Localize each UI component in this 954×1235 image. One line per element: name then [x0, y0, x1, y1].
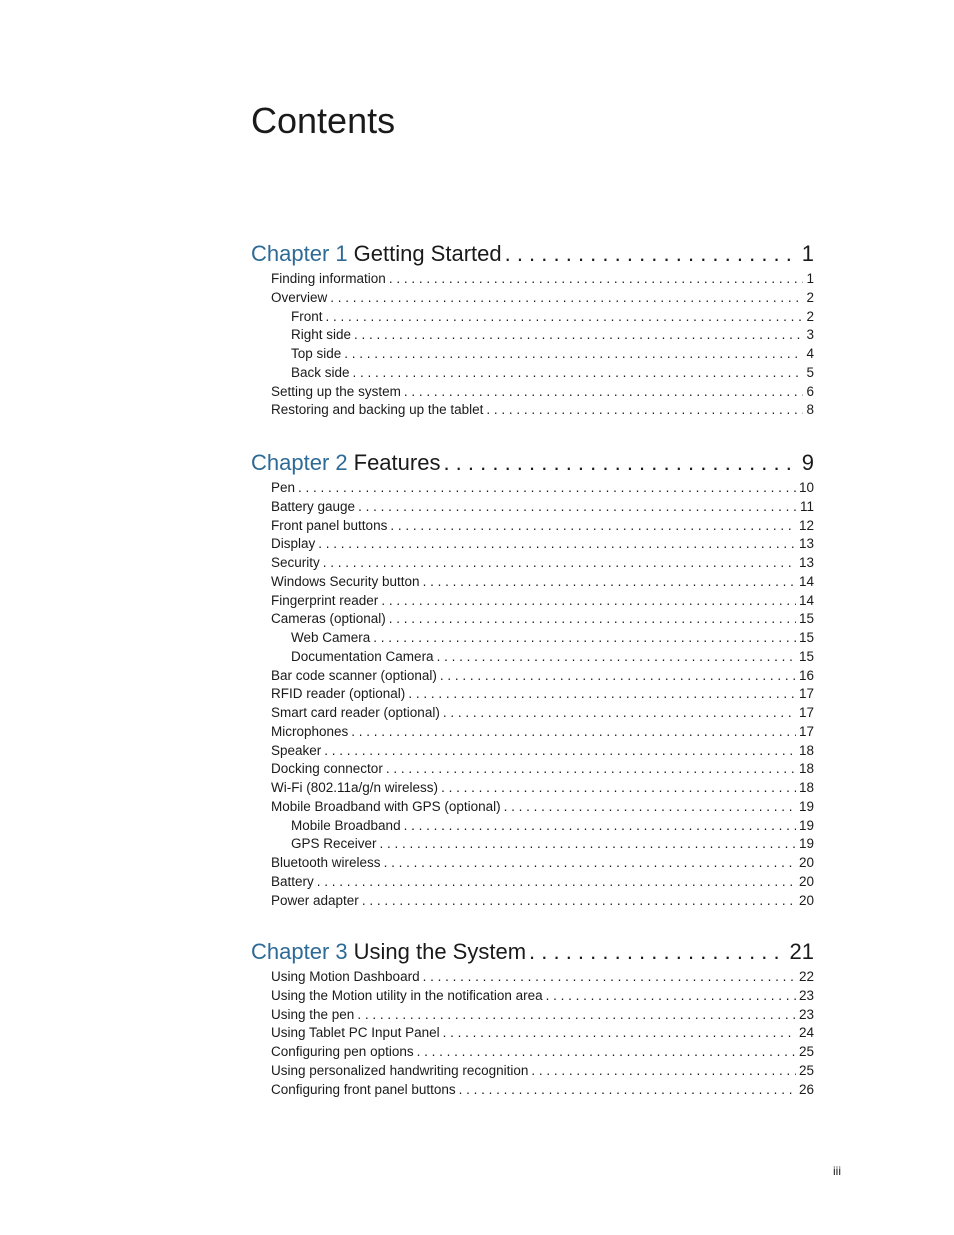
toc-entry-link[interactable] [251, 1025, 814, 1044]
toc-entry-label: Top side [291, 346, 342, 361]
dot-leader [408, 686, 796, 701]
toc-entry-label: Wi-Fi (802.11a/g/n wireless) [271, 780, 439, 795]
dot-leader [373, 630, 796, 645]
chapter-heading-link[interactable] [251, 939, 814, 967]
toc-entry-page-number: 23 [798, 1006, 814, 1022]
toc-entry-link[interactable] [251, 1044, 814, 1063]
toc-entry-page-number: 25 [798, 1044, 814, 1059]
page-title: Contents [251, 100, 396, 141]
chapter-number: Chapter 3 [251, 939, 348, 964]
toc-entry-link[interactable] [251, 346, 814, 365]
toc-entry-page-number: 8 [806, 402, 814, 418]
toc-entry-link[interactable] [251, 290, 814, 309]
toc-entry-label: Mobile Broadband with GPS (optional) [271, 798, 501, 814]
chapter-page-number: 1 [801, 241, 814, 266]
dot-leader [390, 518, 796, 533]
toc-entry-page-number: 2 [806, 289, 814, 305]
toc-entry-label: Front [291, 308, 323, 324]
toc-entry-label: Using personalized handwriting recognition [271, 1062, 529, 1078]
toc-entry-page-number: 18 [798, 780, 814, 795]
toc-entry-page-number: 4 [806, 346, 814, 361]
toc-entry-page-number: 10 [798, 480, 814, 495]
dot-leader [386, 761, 796, 776]
toc-entry-link[interactable] [251, 518, 814, 537]
toc-entry-label: Fingerprint reader [271, 592, 379, 608]
dot-leader [440, 668, 796, 683]
toc-entry-label: Bar code scanner (optional) [271, 667, 437, 683]
toc-entry-link[interactable] [251, 499, 814, 518]
dot-leader [505, 241, 799, 267]
toc-entry-link[interactable] [251, 668, 814, 687]
toc-entry-page-number: 5 [806, 364, 814, 380]
toc-entry-page-number: 20 [798, 873, 814, 889]
toc-entry-link[interactable] [251, 649, 814, 668]
dot-leader [417, 1044, 796, 1059]
page-number: iii [833, 1164, 841, 1178]
dot-leader [298, 480, 796, 495]
dot-leader [353, 365, 804, 380]
toc-entry-label: Back side [291, 364, 350, 380]
dot-leader [486, 402, 803, 417]
toc-entry-label: Configuring front panel buttons [271, 1081, 456, 1097]
toc-entry-label: GPS Receiver [291, 836, 377, 852]
toc-entry-label: Configuring pen options [271, 1044, 414, 1059]
toc-entry-label: Bluetooth wireless [271, 855, 381, 870]
chapter-number: Chapter 2 [251, 450, 348, 475]
toc-entry-page-number: 17 [798, 686, 814, 702]
toc-entry-page-number: 18 [798, 742, 814, 758]
toc-entry-label: Battery gauge [271, 498, 356, 514]
toc-entry-page-number: 19 [798, 817, 814, 833]
dot-leader [423, 574, 796, 589]
toc-entry-link[interactable] [251, 686, 814, 705]
dot-leader [381, 593, 796, 608]
dot-leader [423, 969, 796, 984]
toc-entry-link[interactable] [251, 969, 814, 988]
toc-entry-page-number: 6 [806, 383, 814, 399]
dot-leader [330, 290, 803, 305]
toc-entry-label: Right side [291, 327, 352, 343]
dot-leader [354, 327, 803, 342]
toc-entry-link[interactable] [251, 593, 814, 612]
toc-entry-link[interactable] [251, 327, 814, 346]
toc-entry-label: Using Tablet PC Input Panel [271, 1025, 440, 1041]
toc-entry-label: Cameras (optional) [271, 611, 386, 627]
dot-leader [358, 499, 797, 514]
toc-entry-link[interactable] [251, 384, 814, 403]
toc-entry-page-number: 15 [798, 611, 814, 627]
toc-entry-page-number: 22 [798, 969, 814, 984]
chapter-3-section [251, 939, 814, 1100]
toc-entry-link[interactable] [251, 1082, 814, 1101]
toc-entry-label: Power adapter [271, 892, 359, 908]
toc-entry-label: Docking connector [271, 761, 383, 777]
toc-entry-page-number: 18 [798, 761, 814, 777]
toc-entry-page-number: 17 [798, 705, 814, 720]
toc-entry-link[interactable] [251, 555, 814, 574]
dot-leader [380, 836, 796, 851]
toc-entry-link[interactable] [251, 818, 814, 837]
toc-entry-page-number: 12 [798, 517, 814, 533]
toc-entry-page-number: 13 [798, 536, 814, 552]
chapter-page-number: 21 [789, 939, 814, 964]
dot-leader [443, 705, 796, 720]
toc-entry-page-number: 15 [798, 648, 814, 664]
toc-entry-page-number: 19 [798, 798, 814, 814]
toc-entry-page-number: 24 [798, 1025, 814, 1041]
toc-entry-link[interactable] [251, 536, 814, 555]
toc-entry-link[interactable] [251, 309, 814, 328]
toc-entry-link[interactable] [251, 365, 814, 384]
toc-entry-label: Web Camera [291, 630, 371, 645]
dot-leader [441, 780, 796, 795]
dot-leader [384, 855, 796, 870]
dot-leader [362, 893, 796, 908]
dot-leader [318, 536, 796, 551]
toc-entry-page-number: 13 [798, 555, 814, 570]
dot-leader [344, 346, 803, 361]
toc-entry-label: Security [271, 555, 320, 570]
chapter-page-number: 9 [801, 450, 814, 475]
dot-leader [459, 1082, 796, 1097]
dot-leader [351, 724, 796, 739]
toc-entry-label: Smart card reader (optional) [271, 705, 440, 720]
dot-leader [326, 309, 804, 324]
toc-entry-label: Windows Security button [271, 573, 420, 589]
dot-leader [443, 1025, 796, 1040]
toc-entry-label: Display [271, 536, 316, 552]
chapter-title: Features [353, 450, 441, 475]
toc-entry-page-number: 16 [798, 667, 814, 683]
chapter-title: Getting Started [353, 241, 502, 266]
toc-entry-link[interactable] [251, 402, 814, 421]
toc-entry-link[interactable] [251, 780, 814, 799]
toc-entry-label: Pen [271, 480, 296, 495]
toc-entry-page-number: 14 [798, 573, 814, 589]
dot-leader [443, 450, 798, 476]
toc-entry-link[interactable] [251, 988, 814, 1007]
dot-leader [324, 743, 796, 758]
toc-entry-label: Microphones [271, 723, 349, 739]
toc-entry-page-number: 15 [798, 630, 814, 645]
toc-entry-page-number: 11 [799, 498, 814, 514]
dot-leader [531, 1063, 796, 1078]
toc-entry-link[interactable] [251, 836, 814, 855]
chapter-2-section [251, 450, 814, 911]
dot-leader [389, 611, 796, 626]
toc-entry-label: Restoring and backing up the tablet [271, 402, 484, 418]
toc-entry-list [251, 969, 814, 1100]
toc-entry-link[interactable] [251, 480, 814, 499]
toc-entry-label: Speaker [271, 742, 322, 758]
dot-leader [504, 799, 796, 814]
toc-entry-label: Using Motion Dashboard [271, 969, 420, 984]
toc-entry-link[interactable] [251, 874, 814, 893]
toc-entry-label: RFID reader (optional) [271, 686, 406, 702]
toc-entry-label: Using the pen [271, 1006, 355, 1022]
toc-entry-link[interactable] [251, 1063, 814, 1082]
dot-leader [437, 649, 796, 664]
chapter-heading-link[interactable] [251, 450, 814, 478]
chapter-title: Using the System [353, 939, 527, 964]
toc-entry-link[interactable] [251, 799, 814, 818]
toc-entry-page-number: 26 [798, 1081, 814, 1097]
chapter-1-section [251, 241, 814, 421]
toc-entry-page-number: 20 [798, 892, 814, 908]
toc-entry-label: Using the Motion utility in the notification area [271, 987, 543, 1003]
toc-entry-link[interactable] [251, 855, 814, 874]
dot-leader [389, 271, 804, 286]
toc-entry-link[interactable] [251, 611, 814, 630]
toc-entry-link[interactable] [251, 724, 814, 743]
toc-entry-link[interactable] [251, 1007, 814, 1026]
dot-leader [317, 874, 796, 889]
toc-entry-list [251, 271, 814, 421]
dot-leader [357, 1007, 796, 1022]
toc-entry-page-number: 17 [798, 723, 814, 739]
toc-entry-page-number: 1 [806, 271, 814, 286]
toc-entry-list [251, 480, 814, 911]
toc-entry-label: Front panel buttons [271, 517, 388, 533]
chapter-heading-link[interactable] [251, 241, 814, 269]
toc-entry-page-number: 14 [798, 592, 814, 608]
toc-entry-page-number: 19 [798, 836, 814, 852]
dot-leader [323, 555, 796, 570]
dot-leader [404, 384, 804, 399]
toc-entry-label: Overview [271, 289, 328, 305]
toc-entry-link[interactable] [251, 893, 814, 912]
toc-entry-label: Battery [271, 873, 314, 889]
toc-entry-label: Mobile Broadband [291, 817, 401, 833]
toc-entry-page-number: 20 [798, 855, 814, 870]
toc-entry-page-number: 2 [806, 308, 814, 324]
dot-leader [404, 818, 796, 833]
dot-leader [546, 988, 796, 1003]
toc-entry-link[interactable] [251, 705, 814, 724]
toc-entry-label: Setting up the system [271, 383, 401, 399]
toc-entry-page-number: 3 [806, 327, 814, 343]
toc-entry-link[interactable] [251, 271, 814, 290]
toc-entry-page-number: 23 [798, 987, 814, 1003]
toc-entry-label: Documentation Camera [291, 648, 434, 664]
toc-entry-page-number: 25 [798, 1062, 814, 1078]
toc-entry-link[interactable] [251, 761, 814, 780]
dot-leader [529, 939, 786, 965]
chapter-number: Chapter 1 [251, 241, 348, 266]
toc-entry-link[interactable] [251, 743, 814, 762]
toc-entry-link[interactable] [251, 574, 814, 593]
toc-entry-link[interactable] [251, 630, 814, 649]
toc-entry-label: Finding information [271, 271, 386, 286]
